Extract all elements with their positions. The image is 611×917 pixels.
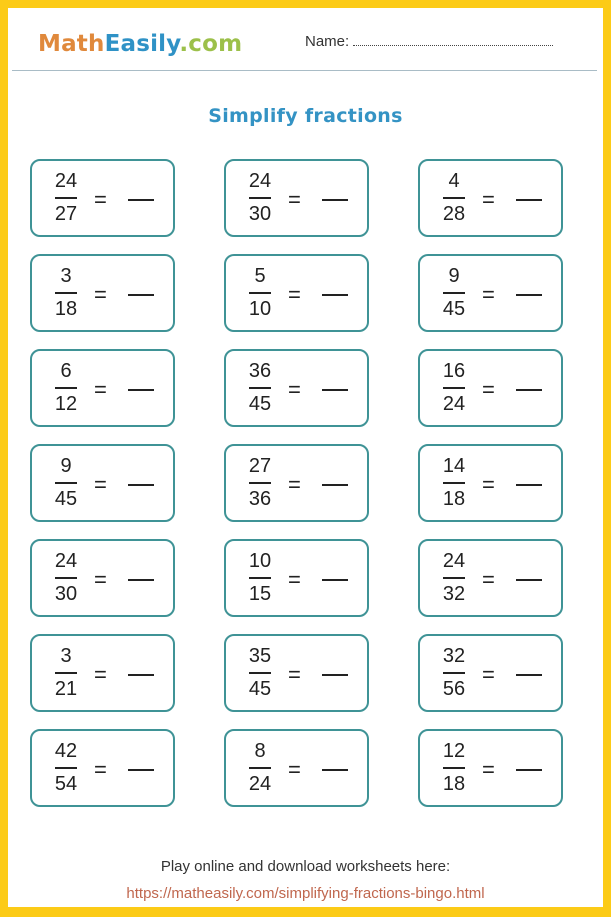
equals-sign: =	[94, 187, 107, 212]
numerator: 3	[60, 265, 72, 287]
answer-blank[interactable]	[322, 769, 348, 771]
problem-card	[224, 254, 369, 332]
fraction-bar	[443, 672, 465, 674]
fraction	[242, 645, 278, 702]
worksheet-title: Simplify fractions	[208, 105, 403, 127]
problem-card	[418, 159, 563, 237]
answer-blank[interactable]	[516, 579, 542, 581]
numerator: 32	[442, 645, 466, 667]
numerator: 4	[448, 170, 460, 192]
denominator: 45	[248, 677, 272, 700]
answer-blank[interactable]	[128, 769, 154, 771]
fraction-bar	[55, 767, 77, 769]
answer-blank[interactable]	[516, 389, 542, 391]
problem-card	[224, 444, 369, 522]
footer-link[interactable]: https://matheasily.com/simplifying-fractions-bingo.html	[126, 885, 485, 902]
numerator: 16	[442, 360, 466, 382]
fraction-bar	[55, 577, 77, 579]
answer-blank[interactable]	[322, 199, 348, 201]
equals-sign: =	[482, 567, 495, 592]
problem-card	[224, 539, 369, 617]
equals-sign: =	[94, 567, 107, 592]
name-field	[305, 33, 553, 50]
worksheet-page	[8, 8, 603, 907]
answer-blank[interactable]	[322, 579, 348, 581]
fraction	[436, 170, 472, 227]
denominator: 24	[442, 392, 466, 415]
denominator: 36	[248, 487, 272, 510]
numerator: 24	[248, 170, 272, 192]
fraction-bar	[55, 292, 77, 294]
numerator: 9	[60, 455, 72, 477]
numerator: 8	[254, 740, 266, 762]
equals-sign: =	[482, 282, 495, 307]
denominator: 45	[442, 297, 466, 320]
denominator: 12	[54, 392, 78, 415]
problem-card	[418, 349, 563, 427]
fraction-bar	[249, 482, 271, 484]
numerator: 35	[248, 645, 272, 667]
answer-blank[interactable]	[516, 769, 542, 771]
name-label: Name:	[305, 33, 350, 50]
problem-card	[30, 349, 175, 427]
numerator: 24	[54, 170, 78, 192]
numerator: 10	[248, 550, 272, 572]
equals-sign: =	[288, 472, 301, 497]
logo-math: Math	[38, 31, 105, 57]
denominator: 15	[248, 582, 272, 605]
problem-card	[418, 254, 563, 332]
problem-card	[30, 539, 175, 617]
fraction-bar	[55, 197, 77, 199]
denominator: 18	[442, 772, 466, 795]
equals-sign: =	[482, 472, 495, 497]
denominator: 21	[54, 677, 78, 700]
fraction	[242, 550, 278, 607]
denominator: 56	[442, 677, 466, 700]
problem-card	[418, 634, 563, 712]
fraction-bar	[55, 482, 77, 484]
footer	[8, 853, 603, 907]
problem-card	[418, 444, 563, 522]
fraction-bar	[55, 672, 77, 674]
problem-card	[224, 349, 369, 427]
numerator: 42	[54, 740, 78, 762]
equals-sign: =	[482, 757, 495, 782]
fraction-bar	[249, 197, 271, 199]
fraction-bar	[443, 577, 465, 579]
answer-blank[interactable]	[516, 199, 542, 201]
numerator: 27	[248, 455, 272, 477]
fraction	[436, 360, 472, 417]
answer-blank[interactable]	[322, 484, 348, 486]
problem-card	[224, 634, 369, 712]
denominator: 27	[54, 202, 78, 225]
answer-blank[interactable]	[516, 484, 542, 486]
denominator: 32	[442, 582, 466, 605]
answer-blank[interactable]	[322, 294, 348, 296]
fraction-bar	[443, 482, 465, 484]
denominator: 30	[248, 202, 272, 225]
equals-sign: =	[288, 377, 301, 402]
fraction-bar	[249, 767, 271, 769]
fraction	[242, 455, 278, 512]
name-blank-line[interactable]	[353, 34, 553, 46]
fraction	[436, 455, 472, 512]
header-divider	[12, 70, 597, 71]
fraction	[48, 455, 84, 512]
fraction	[436, 550, 472, 607]
answer-blank[interactable]	[128, 294, 154, 296]
equals-sign: =	[288, 187, 301, 212]
problem-card	[224, 159, 369, 237]
fraction	[48, 740, 84, 797]
answer-blank[interactable]	[128, 579, 154, 581]
logo-easily: Easily	[104, 31, 180, 57]
problem-card	[418, 539, 563, 617]
equals-sign: =	[288, 567, 301, 592]
equals-sign: =	[94, 662, 107, 687]
problem-card	[224, 729, 369, 807]
numerator: 36	[248, 360, 272, 382]
problem-card	[30, 729, 175, 807]
equals-sign: =	[482, 662, 495, 687]
fraction	[242, 360, 278, 417]
numerator: 6	[60, 360, 72, 382]
problem-card	[30, 159, 175, 237]
numerator: 5	[254, 265, 266, 287]
denominator: 45	[54, 487, 78, 510]
fraction-bar	[443, 767, 465, 769]
fraction	[242, 265, 278, 322]
equals-sign: =	[482, 187, 495, 212]
fraction-bar	[249, 292, 271, 294]
answer-blank[interactable]	[322, 674, 348, 676]
denominator: 24	[248, 772, 272, 795]
answer-blank[interactable]	[516, 674, 542, 676]
problem-card	[30, 634, 175, 712]
equals-sign: =	[288, 662, 301, 687]
matheasily-logo	[38, 31, 242, 57]
fraction	[48, 265, 84, 322]
answer-blank[interactable]	[128, 199, 154, 201]
equals-sign: =	[288, 757, 301, 782]
fraction-bar	[443, 292, 465, 294]
fraction	[436, 740, 472, 797]
denominator: 10	[248, 297, 272, 320]
answer-blank[interactable]	[516, 294, 542, 296]
denominator: 54	[54, 772, 78, 795]
fraction	[436, 645, 472, 702]
denominator: 45	[248, 392, 272, 415]
logo-com: .com	[179, 31, 243, 57]
denominator: 18	[54, 297, 78, 320]
problem-card	[30, 444, 175, 522]
denominator: 18	[442, 487, 466, 510]
equals-sign: =	[94, 757, 107, 782]
numerator: 9	[448, 265, 460, 287]
numerator: 24	[54, 550, 78, 572]
fraction	[48, 645, 84, 702]
answer-blank[interactable]	[322, 389, 348, 391]
fraction	[242, 170, 278, 227]
equals-sign: =	[94, 472, 107, 497]
fraction-bar	[249, 577, 271, 579]
fraction	[48, 360, 84, 417]
numerator: 3	[60, 645, 72, 667]
numerator: 24	[442, 550, 466, 572]
fraction	[48, 550, 84, 607]
fraction-bar	[55, 387, 77, 389]
fraction-bar	[249, 387, 271, 389]
denominator: 30	[54, 582, 78, 605]
problem-card	[418, 729, 563, 807]
answer-blank[interactable]	[128, 484, 154, 486]
answer-blank[interactable]	[128, 389, 154, 391]
equals-sign: =	[288, 282, 301, 307]
answer-blank[interactable]	[128, 674, 154, 676]
numerator: 12	[442, 740, 466, 762]
equals-sign: =	[94, 377, 107, 402]
footer-text: Play online and download worksheets here:	[160, 858, 451, 875]
equals-sign: =	[482, 377, 495, 402]
fraction	[436, 265, 472, 322]
denominator: 28	[442, 202, 466, 225]
problem-card	[30, 254, 175, 332]
equals-sign: =	[94, 282, 107, 307]
numerator: 14	[442, 455, 466, 477]
fraction	[48, 170, 84, 227]
fraction-bar	[443, 197, 465, 199]
fraction-bar	[249, 672, 271, 674]
fraction	[242, 740, 278, 797]
fraction-bar	[443, 387, 465, 389]
